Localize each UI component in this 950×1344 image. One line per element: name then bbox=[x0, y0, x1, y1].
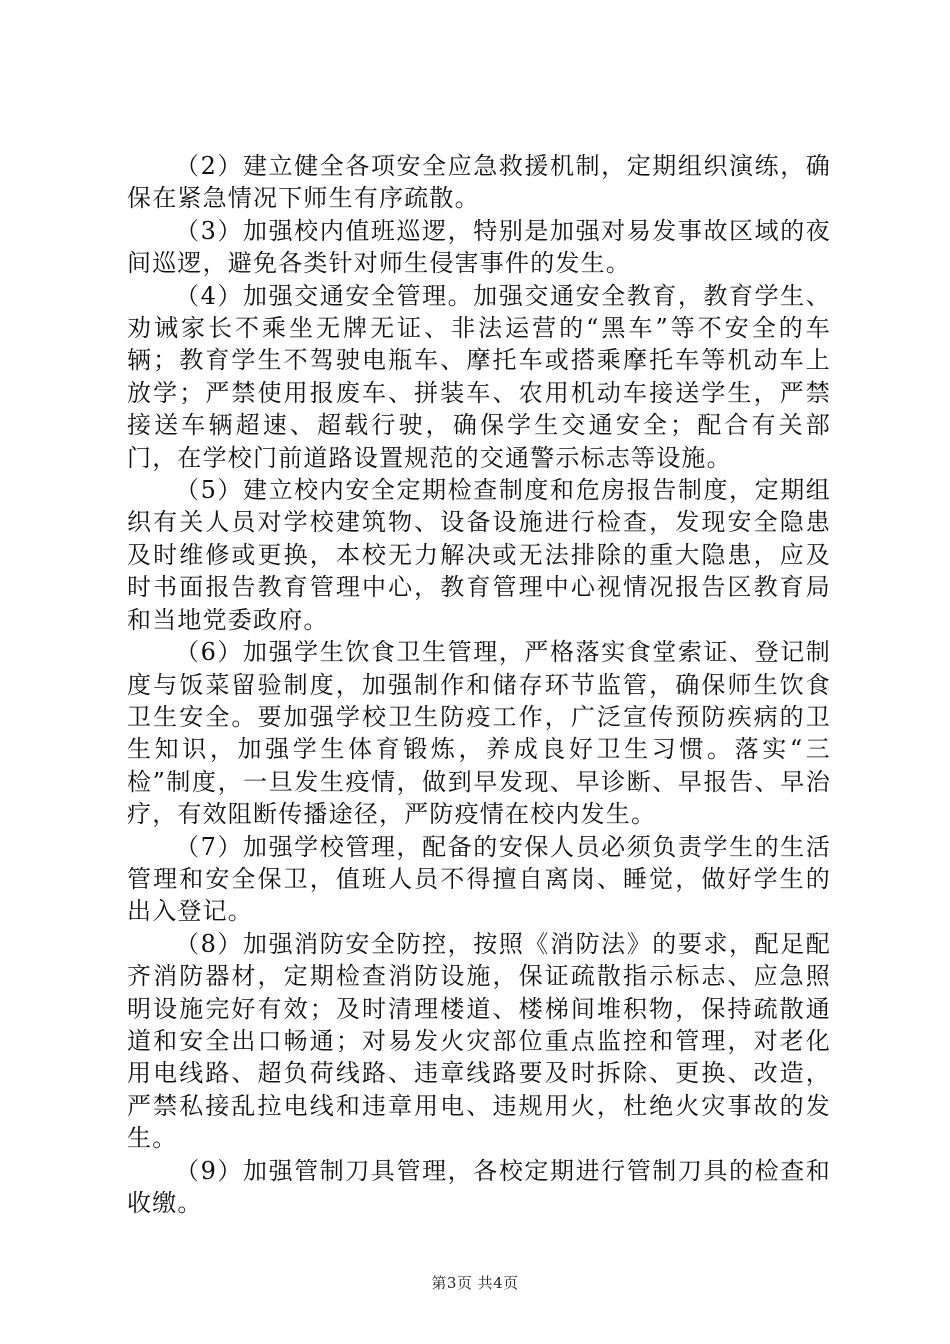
paragraph-5: （5）建立校内安全定期检查制度和危房报告制度，定期组织有关人员对学校建筑物、设备设施进行检查，发现安全隐患及时维修或更换，本校无力解决或无法排除的重大隐患，应及时书面报告教育管理中心，教育管理中心视情况报告区教育局和当地党委政府。 bbox=[127, 476, 831, 634]
page-number-footer: 第3页 共4页 bbox=[431, 1274, 519, 1292]
document-body bbox=[127, 150, 831, 1219]
paragraph-4: （4）加强交通安全管理。加强交通安全教育，教育学生、劝诫家长不乘坐无牌无证、非法运营的“黑车”等不安全的车辆；教育学生不驾驶电瓶车、摩托车或搭乘摩托车等机动车上放学；严禁使用报废车、拼装车、农用机动车接送学生，严禁接送车辆超速、超载行驶，确保学生交通安全；配合有关部门，在学校门前道路设置规范的交通警示标志等设施。 bbox=[127, 281, 831, 472]
paragraph-8: （8）加强消防安全防控，按照《消防法》的要求，配足配齐消防器材，定期检查消防设施，保证疏散指示标志、应急照明设施完好有效；及时清理楼道、楼梯间堆积物，保持疏散通道和安全出口畅通；对易发火灾部位重点监控和管理，对老化用电线路、超负荷线路、违章线路要及时拆除、更换、改造，严禁私接乱拉电线和违章用电、违规用火，杜绝火灾事故的发生。 bbox=[127, 929, 831, 1153]
paragraph-7: （7）加强学校管理，配备的安保人员必须负责学生的生活管理和安全保卫，值班人员不得擅自离岗、睡觉，做好学生的出入登记。 bbox=[127, 832, 831, 926]
paragraph-9: （9）加强管制刀具管理，各校定期进行管制刀具的检查和收缴。 bbox=[127, 1156, 831, 1217]
paragraph-2: （2）建立健全各项安全应急救援机制，定期组织演练，确保在紧急情况下师生有序疏散。 bbox=[127, 152, 831, 213]
paragraph-6: （6）加强学生饮食卫生管理，严格落实食堂索证、登记制度与饭菜留验制度，加强制作和储存环节监管，确保师生饮食卫生安全。要加强学校卫生防疫工作，广泛宣传预防疾病的卫生知识，加强学生体育锻炼，养成良好卫生习惯。落实“三检”制度，一旦发生疫情，做到早发现、早诊断、早报告、早治疗，有效阻断传播途径，严防疫情在校内发生。 bbox=[127, 638, 831, 829]
paragraph-3: （3）加强校内值班巡逻，特别是加强对易发事故区域的夜间巡逻，避免各类针对师生侵害事件的发生。 bbox=[127, 216, 831, 278]
